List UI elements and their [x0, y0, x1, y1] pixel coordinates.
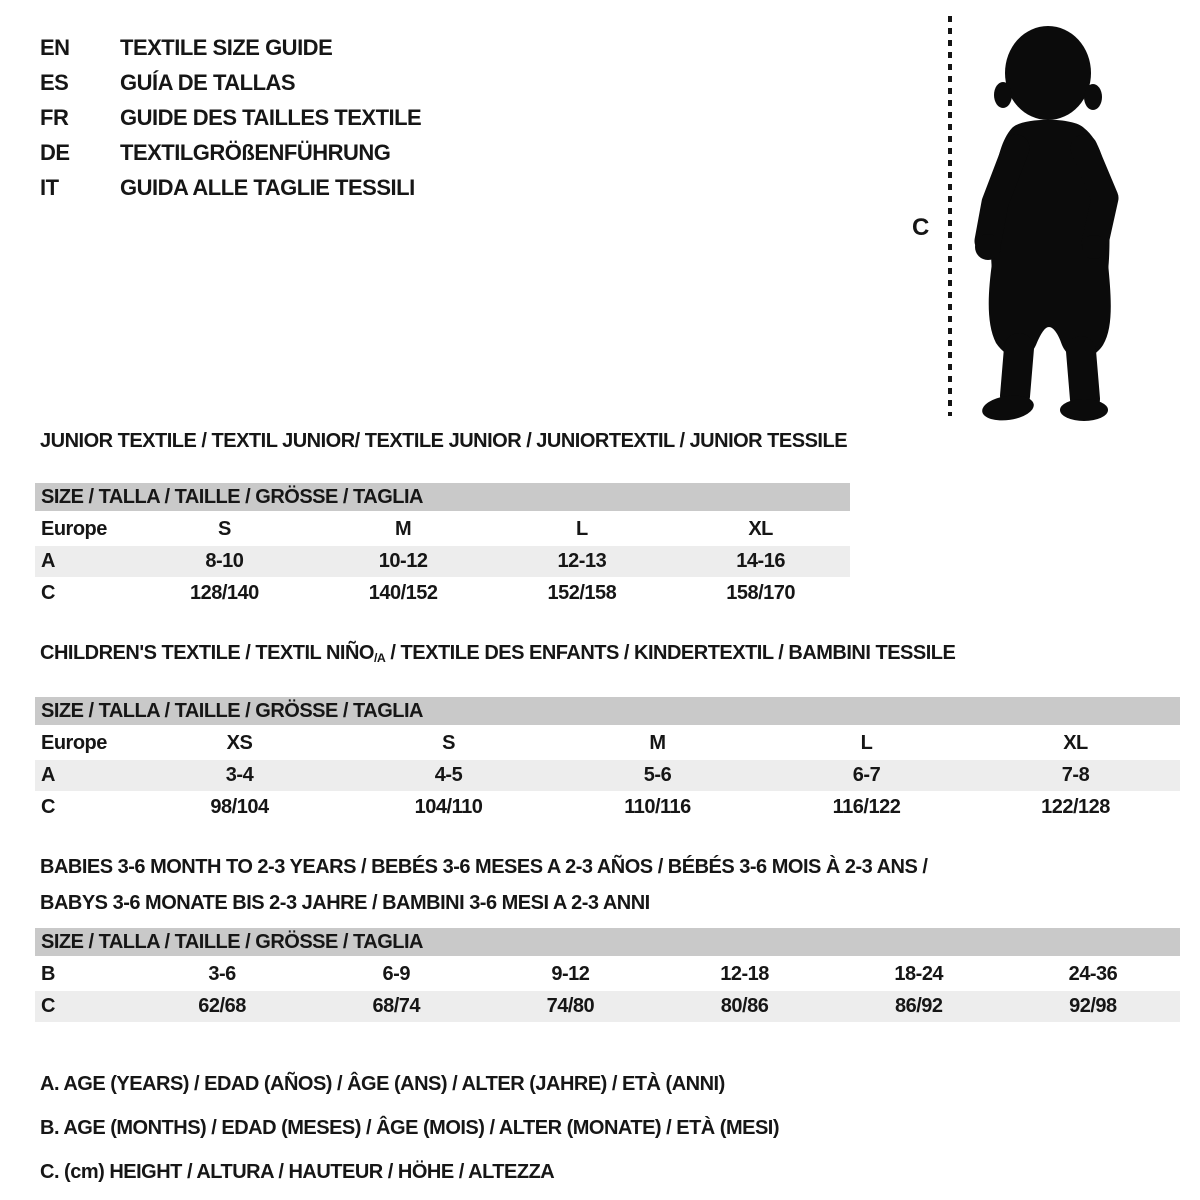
- cell-value: 116/122: [832, 796, 901, 819]
- language-row: [40, 65, 421, 100]
- cell-value: 122/128: [1041, 796, 1110, 819]
- language-title-list: [40, 30, 421, 205]
- section-title: [40, 849, 1180, 921]
- cell-value: 152/158: [547, 582, 617, 604]
- height-measure-label: C: [912, 214, 929, 241]
- cell-value: S: [442, 732, 455, 755]
- table-row: [35, 991, 1180, 1022]
- cell-value: L: [860, 732, 873, 755]
- cell-value: M: [649, 732, 666, 755]
- table-row: [35, 760, 1180, 791]
- cell-value: 10-12: [378, 550, 428, 572]
- cell-value: 7-8: [1061, 764, 1090, 787]
- cell-value: 5-6: [643, 764, 672, 787]
- cell-value: 3-4: [225, 764, 254, 787]
- note-line: A. AGE (YEARS) / EDAD (AÑOS) / ÂGE (ANS) / ALTER (JAHRE) / ETÀ (ANNI): [40, 1073, 725, 1095]
- cell-value: 80/86: [720, 995, 769, 1017]
- cell-value: L: [576, 518, 588, 540]
- row-label: B: [41, 963, 55, 985]
- height-measure-dashed-line: [948, 16, 952, 416]
- section-babies-textile: [35, 849, 1180, 1023]
- row-label: A: [41, 764, 55, 787]
- language-row: [40, 30, 421, 65]
- cell-value: 62/68: [198, 995, 246, 1017]
- cell-value: 3-6: [208, 963, 236, 985]
- cell-value: 92/98: [1069, 995, 1117, 1017]
- cell-value: 74/80: [546, 995, 595, 1017]
- cell-value: 6-7: [852, 764, 881, 787]
- cell-value: 12-13: [557, 550, 607, 572]
- language-code: IT: [40, 175, 59, 200]
- table-row: [35, 514, 850, 545]
- cell-value: 8-10: [205, 550, 244, 572]
- note-line: C. (cm) HEIGHT / ALTURA / HAUTEUR / HÖHE / ALTEZZA: [40, 1161, 555, 1183]
- toddler-silhouette-image: [962, 13, 1137, 423]
- cell-value: 24-36: [1068, 963, 1118, 985]
- cell-value: 158/170: [726, 582, 796, 604]
- language-row: [40, 170, 421, 205]
- section-title-line2: BABYS 3-6 MONATE BIS 2-3 JAHRE / BAMBINI 3-6 MESI A 2-3 ANNI: [40, 892, 650, 914]
- section-title-text: BABIES 3-6 MONTH TO 2-3 YEARS / BEBÉS 3-6 MESES A 2-3 AÑOS / BÉBÉS 3-6 MOIS À 2-3 ANS /: [40, 856, 928, 878]
- cell-value: 128/140: [189, 582, 259, 604]
- language-code: FR: [40, 105, 69, 130]
- language-guide-title: GUIDA ALLE TAGLIE TESSILI: [120, 175, 415, 200]
- legend-notes: [40, 1062, 779, 1194]
- cell-value: 140/152: [368, 582, 438, 604]
- cell-value: 4-5: [434, 764, 463, 787]
- table-row: [35, 792, 1180, 823]
- table-row: [35, 728, 1180, 759]
- cell-value: M: [395, 518, 412, 540]
- cell-value: 110/116: [624, 796, 691, 819]
- language-guide-title: TEXTILGRÖßENFÜHRUNG: [120, 140, 391, 165]
- cell-value: 12-18: [720, 963, 769, 985]
- cell-value: 98/104: [210, 796, 269, 819]
- section-title-text: / TEXTILE DES ENFANTS / KINDERTEXTIL / BAMBINI TESSILE: [385, 642, 956, 664]
- table-row: [35, 578, 850, 609]
- cell-value: 6-9: [382, 963, 410, 985]
- size-header-bar: SIZE / TALLA / TAILLE / GRÖSSE / TAGLIA: [35, 928, 1180, 956]
- cell-value: S: [217, 518, 231, 540]
- cell-value: 104/110: [414, 796, 483, 819]
- row-label: A: [41, 550, 55, 572]
- language-code: EN: [40, 35, 70, 60]
- section-title: [40, 641, 1180, 671]
- row-label: Europe: [41, 732, 107, 755]
- cell-value: 9-12: [551, 963, 590, 985]
- language-row: [40, 135, 421, 170]
- language-guide-title: GUÍA DE TALLAS: [120, 70, 296, 95]
- language-code: ES: [40, 70, 69, 95]
- section-title: [40, 429, 850, 454]
- section-title-text: JUNIOR TEXTILE / TEXTIL JUNIOR/ TEXTILE JUNIOR / JUNIORTEXTIL / JUNIOR TESSILE: [40, 430, 848, 452]
- language-code: DE: [40, 140, 70, 165]
- section-childrens-textile: [35, 641, 1180, 824]
- cell-value: 18-24: [894, 963, 944, 985]
- row-label: Europe: [41, 518, 107, 540]
- section-title-text: CHILDREN'S TEXTILE / TEXTIL NIÑO: [40, 642, 374, 664]
- section-title-subscript: /A: [373, 651, 386, 666]
- language-guide-title: TEXTILE SIZE GUIDE: [120, 35, 333, 60]
- cell-value: 14-16: [736, 550, 785, 572]
- row-label: C: [41, 796, 55, 819]
- cell-value: XL: [1063, 732, 1088, 755]
- cell-value: 68/74: [372, 995, 421, 1017]
- language-guide-title: GUIDE DES TAILLES TEXTILE: [120, 105, 422, 130]
- table-row: [35, 959, 1180, 990]
- row-label: C: [41, 995, 55, 1017]
- language-row: [40, 100, 421, 135]
- note-line: B. AGE (MONTHS) / EDAD (MESES) / ÂGE (MOIS) / ALTER (MONATE) / ETÀ (MESI): [40, 1117, 780, 1139]
- cell-value: 86/92: [894, 995, 943, 1017]
- size-header-bar: SIZE / TALLA / TAILLE / GRÖSSE / TAGLIA: [35, 697, 1180, 725]
- cell-value: XS: [226, 732, 253, 755]
- row-label: C: [41, 582, 55, 604]
- section-junior-textile: [35, 429, 850, 610]
- table-row: [35, 546, 850, 577]
- cell-value: XL: [748, 518, 773, 540]
- size-header-bar: SIZE / TALLA / TAILLE / GRÖSSE / TAGLIA: [35, 483, 850, 511]
